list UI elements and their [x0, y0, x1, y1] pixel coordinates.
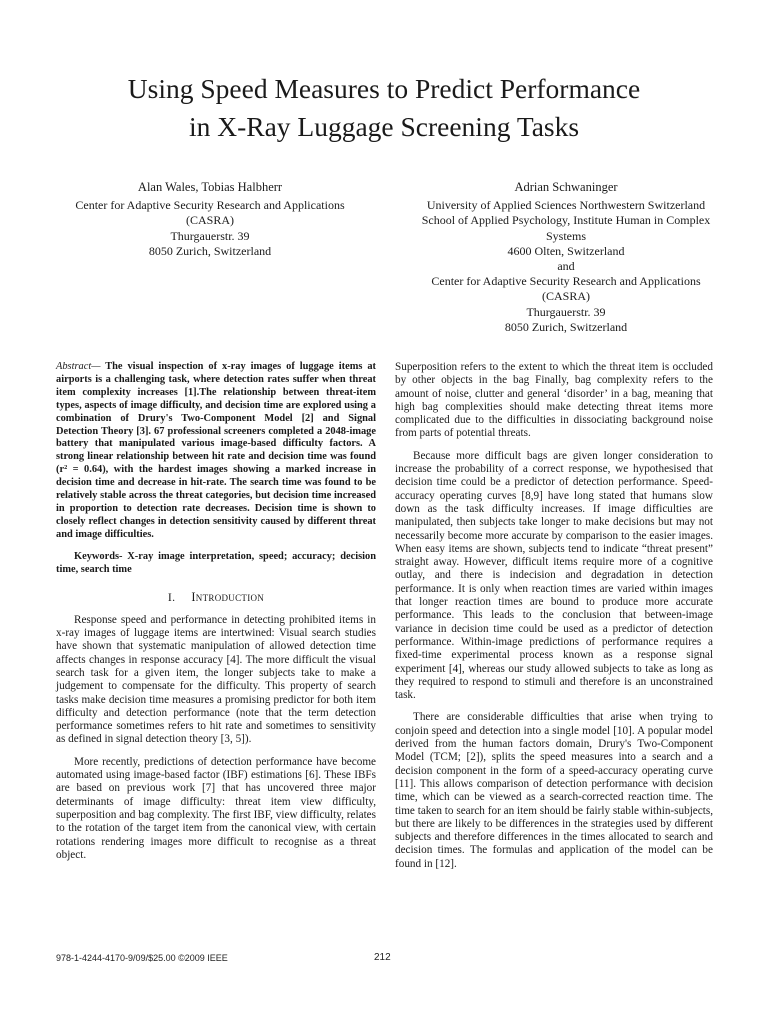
left-column [56, 361, 376, 871]
affiliation-line: Thurgauerstr. 39 [170, 228, 250, 243]
abstract [56, 361, 376, 542]
title-line-1: Using Speed Measures to Predict Performance [127, 73, 641, 104]
section-heading [56, 591, 376, 604]
affiliation-line: Center for Adaptive Security Research and Applications [431, 274, 701, 289]
author-block-left [40, 180, 380, 259]
affiliation-line: School of Applied Psychology, Institute Human in Complex [421, 213, 711, 228]
copyright-footer: 978-1-4244-4170-9/09/$25.00 ©2009 IEEE [56, 953, 228, 963]
body-paragraph: There are considerable difficulties that arise when trying to conjoin speed and detection into a single model [10]. A popular model derived from the human factors domain, Drury's Two-Component Model (TCM; [2]), splits the speed measures into a search and a decision component in the form of a speed-accuracy operating curve [11]. This allows comparison of detection performance with decision time, which can be viewed as a search-corrected reaction time. The time taken to search for an item should be fairly stable within-subjects, but there are likely to be differences in the strategies used by different subjects and therefore differences in the times allocated to search and decision times. The formulas and application of the model can be found in [12]. [395, 711, 713, 870]
page-number: 212 [374, 952, 391, 963]
right-column [395, 361, 713, 880]
affiliation-line: 4600 Olten, Switzerland [507, 243, 625, 258]
author-names: Alan Wales, Tobias Halbherr [137, 180, 283, 194]
paper-title [0, 70, 768, 146]
body-paragraph: More recently, predictions of detection performance have become automated using image-based factor (IBF) estimations [6]. These IBFs are based on previous work [7] that has uncovered three major determinants of image difficulty: threat item view difficulty, superposition and bag complexity. The first IBF, view difficulty, relates to the rotation of the target item from the canonical view, with certain rotations rendering images more difficult to recognise as a threat object. [56, 755, 376, 861]
abstract-text: The visual inspection of x-ray images of luggage items at airports is a challenging task, where detection rates suffer when threat item complexity increases [1].The relationship between threat-item types, aspects of image difficulty, and decision time are explored using a combination of Drury's Two-Component Model [2] and Signal Detection Theory [3]. 67 professional screeners completed a 2048-image battery that manipulated various image-based difficulty factors. A strong linear relationship between hit rate and decision time was found (r² = 0.64), with the hardest images showing a marked increase in decision time and decrease in hit-rate. The search time was found to be relatively stable across the threat categories, but decision time increased in proportion to detection rate decreases. Decision time is shown to closely reflect changes in detection sensitivity caused by different threat and image difficulties. [56, 361, 376, 540]
author-names: Adrian Schwaninger [514, 180, 618, 194]
affiliation-line: and [557, 259, 575, 274]
affiliation-line: (CASRA) [185, 213, 234, 228]
body-paragraph: Response speed and performance in detecting prohibited items in x-ray images of luggage items are intertwined: Visual search studies have shown that systematic manipulation of allowed detection time affects changes in response accuracy [4]. The more difficult the visual search task for a given item, the longer subjects take to make a judgement to compensate for the difficulty. This property of search tasks make decision time measures a promising predictor for both item difficulty and detection performance (note that the term detection performance sometimes refers to hit rate and sometimes to sensitivity as defined in signal detection theory [3, 5]). [56, 613, 376, 746]
affiliation-line: Center for Adaptive Security Research and Applications [75, 198, 345, 213]
title-line-2: in X-Ray Luggage Screening Tasks [188, 111, 580, 142]
affiliation-line: 8050 Zurich, Switzerland [148, 243, 272, 258]
affiliation-line: 8050 Zurich, Switzerland [504, 319, 628, 334]
affiliation-line: Systems [545, 228, 586, 243]
section-title: Introduction [191, 589, 265, 604]
keywords: Keywords- X-ray image interpretation, speed; accuracy; decision time, search time [56, 550, 376, 575]
affiliation-line: University of Applied Sciences Northwestern Switzerland [426, 198, 706, 213]
affiliation-line: Thurgauerstr. 39 [526, 304, 606, 319]
abstract-label: Abstract— [56, 361, 101, 372]
affiliation-line: (CASRA) [541, 289, 590, 304]
body-paragraph: Superposition refers to the extent to which the threat item is occluded by other objects in the bag Finally, bag complexity refers to the amount of noise, clutter and general ‘disorder’ in a bag, meaning that high bag complexities should make detecting threat items more complicated due to the difficulties in dissociating background noise from parts of potential threats. [395, 361, 713, 440]
author-block-right [396, 180, 736, 335]
section-number: I. [167, 589, 176, 604]
body-paragraph: Because more difficult bags are given longer consideration to increase the probability of a correct response, we hypothesised that decision time could be a predictor of detection performance. Speed-accuracy operating curves [8,9] have long stated that humans slow down as the task difficulty increases. If image difficulties are manipulated, then subjects take longer to make decisions but may not necessarily become more accurate by comparison to the easier images. When easy items are shown, subjects tend to indicate “threat present” straight away. However, difficult items require more of a cognitive outlay, and there is indecision and degradation in detection performance. It is only when reaction times are varied within images that longer reaction times are bound to produce more accurate performance. This leads to the conclusion that between-image variance in decision time could be used as a predictor of detection performance. Within-image predictions of performance requires a fixed-time experimental process known as a response signal experiment [4], whereas our study allowed subjects to take as long as they required to respond to stimuli and therefore is an unconstrained task. [395, 449, 713, 702]
